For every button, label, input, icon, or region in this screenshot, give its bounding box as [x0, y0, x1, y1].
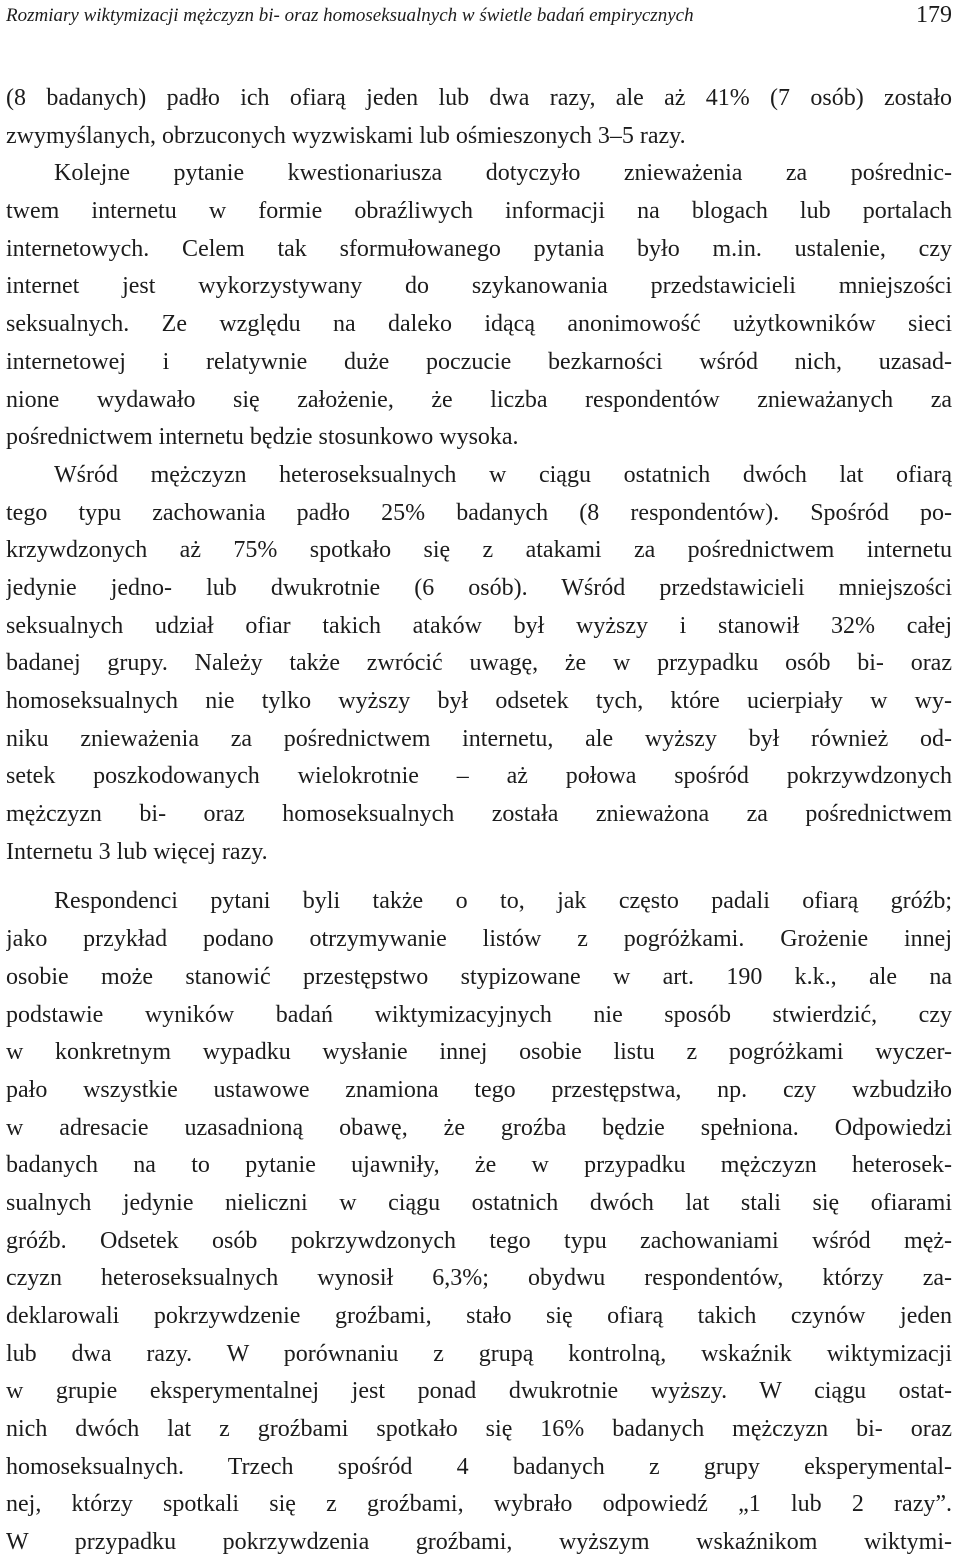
text-line: w konkretnym wypadku wysłanie innej osobie listu z pogróżkami wyczer- — [6, 1039, 952, 1066]
text-line: zwymyślanych, obrzuconych wyzwiskami lub ośmieszonych 3–5 razy. — [6, 122, 686, 149]
text-line: lub dwa razy. W porównaniu z grupą kontrolną, wskaźnik wiktymizacji — [6, 1340, 952, 1367]
text-line: jako przykład podano otrzymywanie listów z pogróżkami. Grożenie innej — [6, 926, 952, 953]
text-line: Respondenci pytani byli także o to, jak często padali ofiarą gróźb; — [54, 888, 952, 915]
text-line: tego typu zachowania padło 25% badanych (8 respondentów). Spośród po- — [6, 499, 952, 526]
text-line: setek poszkodowanych wielokrotnie – aż połowa spośród pokrzywdzonych — [6, 763, 952, 790]
text-line: w grupie eksperymentalnej jest ponad dwukrotnie wyższy. W ciągu ostat- — [6, 1378, 952, 1405]
page-number: 179 — [916, 2, 952, 28]
text-line: pało wszystkie ustawowe znamiona tego przestępstwa, np. czy wzbudziło — [6, 1076, 952, 1103]
text-line: badanej grupy. Należy także zwrócić uwagę, że w przypadku osób bi- oraz — [6, 650, 952, 677]
text-line: homoseksualnych. Trzech spośród 4 badanych z grupy eksperymental- — [6, 1453, 952, 1480]
text-line: deklarowali pokrzywdzenie groźbami, stało się ofiarą takich czynów jeden — [6, 1303, 952, 1329]
text-line: internetowych. Celem tak sformułowanego pytania było m.in. ustalenie, czy — [6, 235, 952, 262]
text-line: internet jest wykorzystywany do szykanowania przedstawicieli mniejszości — [6, 273, 952, 300]
paragraph — [6, 457, 952, 872]
text-line: seksualnych. Ze względu na daleko idącą anonimowość użytkowników sieci — [6, 311, 952, 338]
text-line: nich dwóch lat z groźbami spotkało się 16% badanych mężczyzn bi- oraz — [6, 1416, 952, 1443]
text-line: badanych na to pytanie ujawniły, że w przypadku mężczyzn heterosek- — [6, 1152, 952, 1179]
text-line: seksualnych udział ofiar takich ataków był wyższy i stanowił 32% całej — [6, 612, 952, 639]
text-line: homoseksualnych nie tylko wyższy był odsetek tych, które ucierpiały w wy- — [6, 688, 952, 714]
text-line: twem internetu w formie obraźliwych informacji na blogach lub portalach — [6, 198, 952, 225]
text-line: jedynie jedno- lub dwukrotnie (6 osób). Wśród przedstawicieli mniejszości — [6, 574, 952, 601]
text-line: Wśród mężczyzn heteroseksualnych w ciągu ostatnich dwóch lat ofiarą — [54, 461, 952, 488]
text-line: podstawie wyników badań wiktymizacyjnych nie sposób stwierdzić, czy — [6, 1001, 952, 1028]
paragraph-gap — [6, 871, 952, 883]
text-line: Kolejne pytanie kwestionariusza dotyczyło znieważenia za pośrednic- — [54, 160, 952, 187]
text-line: niku znieważenia za pośrednictwem internetu, ale wyższy był również od- — [6, 725, 952, 752]
paragraph — [6, 883, 952, 1561]
text-line: internetowej i relatywnie duże poczucie bezkarności wśród nich, uzasad- — [6, 348, 952, 375]
text-line: mężczyzn bi- oraz homoseksualnych została znieważona za pośrednictwem — [6, 801, 952, 828]
text-line: gróźb. Odsetek osób pokrzywdzonych tego typu zachowaniami wśród męż- — [6, 1227, 952, 1254]
text-line: nione wydawało się założenie, że liczba respondentów znieważanych za — [6, 386, 952, 413]
text-line: pośrednictwem internetu będzie stosunkowo wysoka. — [6, 424, 519, 451]
text-line: nej, którzy spotkali się z groźbami, wybrało odpowiedź „1 lub 2 razy”. — [6, 1491, 952, 1518]
running-title: Rozmiary wiktymizacji mężczyzn bi- oraz homoseksualnych w świetle badań empirycznych — [6, 5, 694, 26]
body-text — [6, 80, 952, 1562]
text-line: (8 badanych) padło ich ofiarą jeden lub dwa razy, ale aż 41% (7 osób) zostało — [6, 85, 952, 111]
text-line: krzywdzonych aż 75% spotkało się z atakami za pośrednictwem internetu — [6, 537, 952, 564]
paragraph — [6, 80, 952, 457]
text-line: sualnych jedynie nieliczni w ciągu ostatnich dwóch lat stali się ofiarami — [6, 1189, 952, 1216]
text-line: Internetu 3 lub więcej razy. — [6, 838, 268, 865]
text-line: osobie może stanowić przestępstwo stypizowane w art. 190 k.k., ale na — [6, 963, 952, 990]
text-line: w adresacie uzasadnioną obawę, że groźba będzie spełniona. Odpowiedzi — [6, 1114, 952, 1141]
running-header — [6, 4, 952, 28]
text-line: czyzn heteroseksualnych wynosił 6,3%; obydwu respondentów, którzy za- — [6, 1265, 952, 1292]
text-line: W przypadku pokrzywdzenia groźbami, wyższym wskaźnikom wiktymi- — [6, 1529, 952, 1556]
